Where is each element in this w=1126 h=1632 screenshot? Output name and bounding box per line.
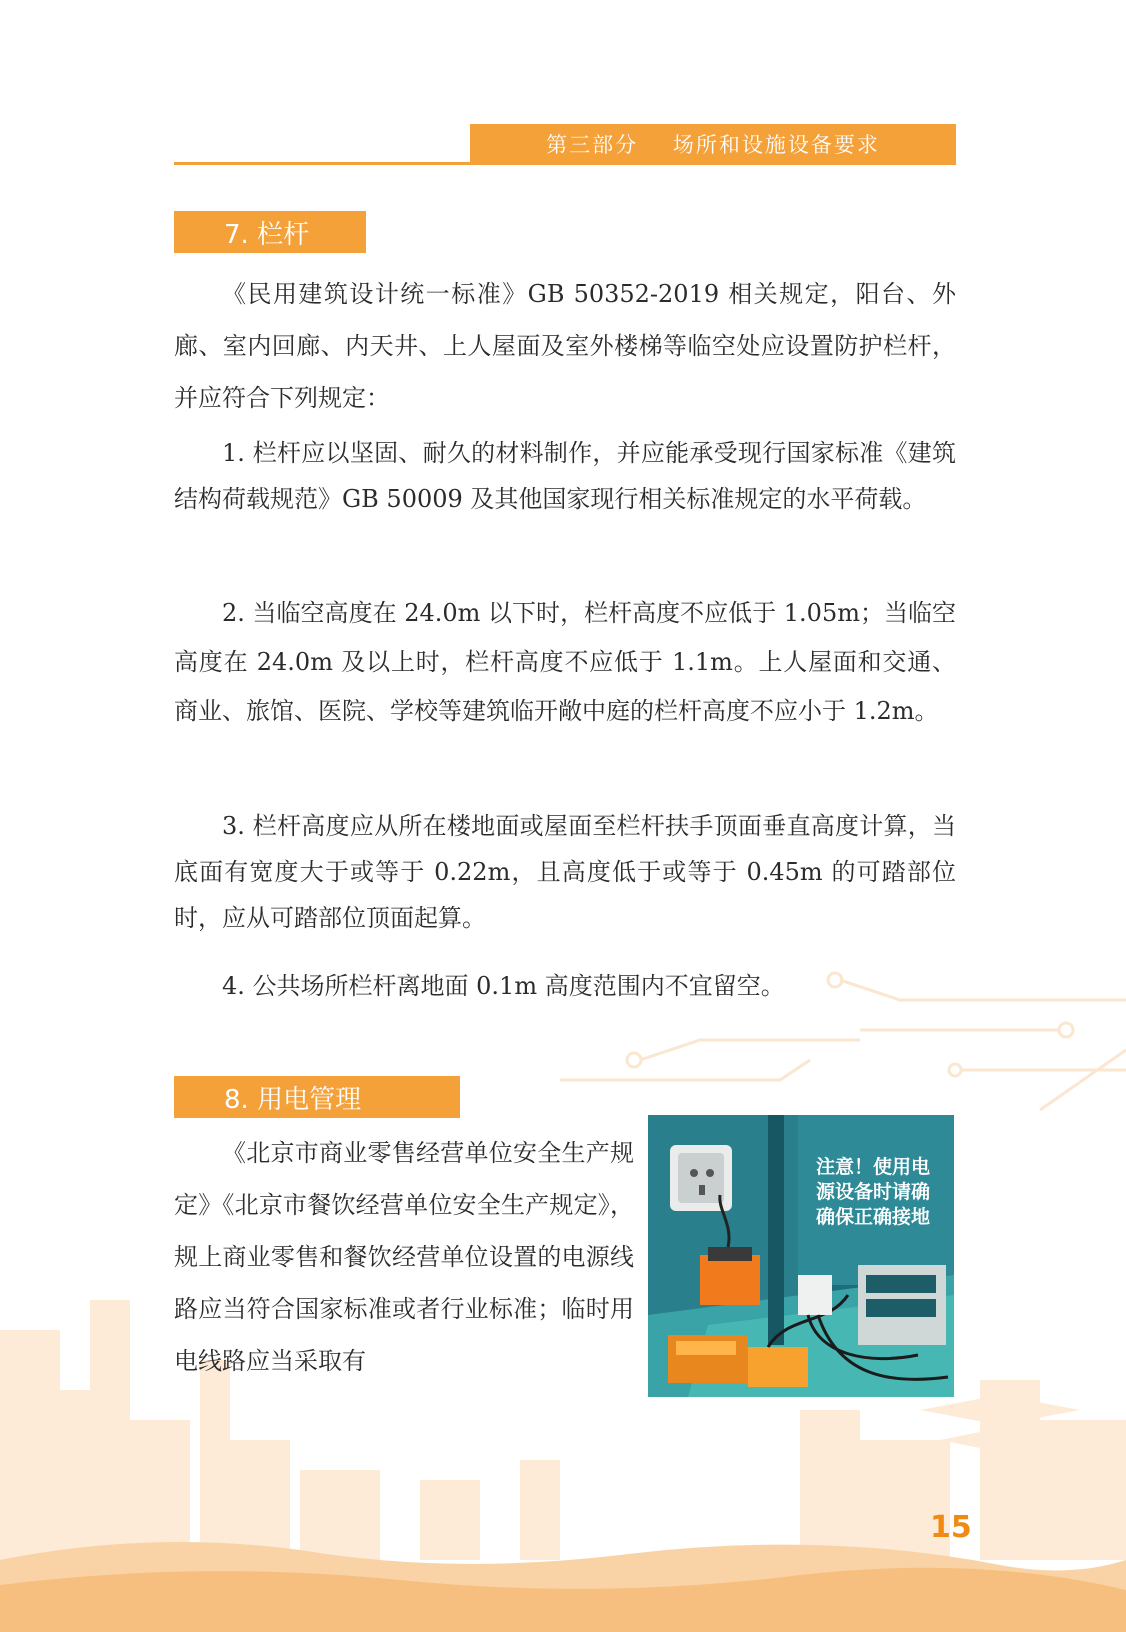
section-heading-railings [174, 211, 366, 253]
section-header-title: 第三部分 场所和设施设备要求 [546, 133, 880, 157]
paragraph-electricity: 《北京市商业零售经营单位安全生产规定》《北京市餐饮经营单位安全生产规定》， 规上商业零售和餐饮经营单位设置的电源线路应当符合国家标准或者行业标准；临时用电线路应当采取有 [174, 1139, 634, 1375]
section-heading-text: 8. 用电管理 [224, 1084, 362, 1115]
paragraph-item-3: 3. 栏杆高度应从所在楼地面或屋面至栏杆扶手顶面垂直高度计算，当底面有宽度大于或等于 0.22m，且高度低于或等于 0.45m 的可踏部位时，应从可踏部位顶面起算。 [174, 812, 956, 932]
paragraph-item-1: 1. 栏杆应以坚固、耐久的材料制作，并应能承受现行国家标准《建筑结构荷载规范》GB 50009 及其他国家现行相关标准规定的水平荷载。 [174, 439, 956, 513]
illustration-warning-text: 注意！使用电源设备时请确确保正确接地 [816, 1156, 931, 1228]
paragraph-item-2: 2. 当临空高度在 24.0m 以下时，栏杆高度不应低于 1.05m；当临空高度在 24.0m 及以上时，栏杆高度不应低于 1.1m。上人屋面和交通、商业、旅馆、医院、学校等建筑临开敞中庭的栏杆高度不应小于 1.2m。 [174, 599, 956, 725]
section-heading-text: 7. 栏杆 [224, 219, 310, 250]
page-number: 15 [930, 1510, 972, 1545]
section-header-banner [470, 124, 956, 164]
section-heading-electricity [174, 1076, 460, 1118]
paragraph-intro: 《民用建筑设计统一标准》GB 50352-2019 相关规定，阳台、外廊、室内回廊、内天井、上人屋面及室外楼梯等临空处应设置防护栏杆，并应符合下列规定： [174, 280, 956, 412]
paragraph-item-4: 4. 公共场所栏杆离地面 0.1m 高度范围内不宜留空。 [222, 972, 785, 1000]
electrical-safety-illustration [648, 1115, 954, 1397]
wall-socket-icon [670, 1145, 732, 1211]
